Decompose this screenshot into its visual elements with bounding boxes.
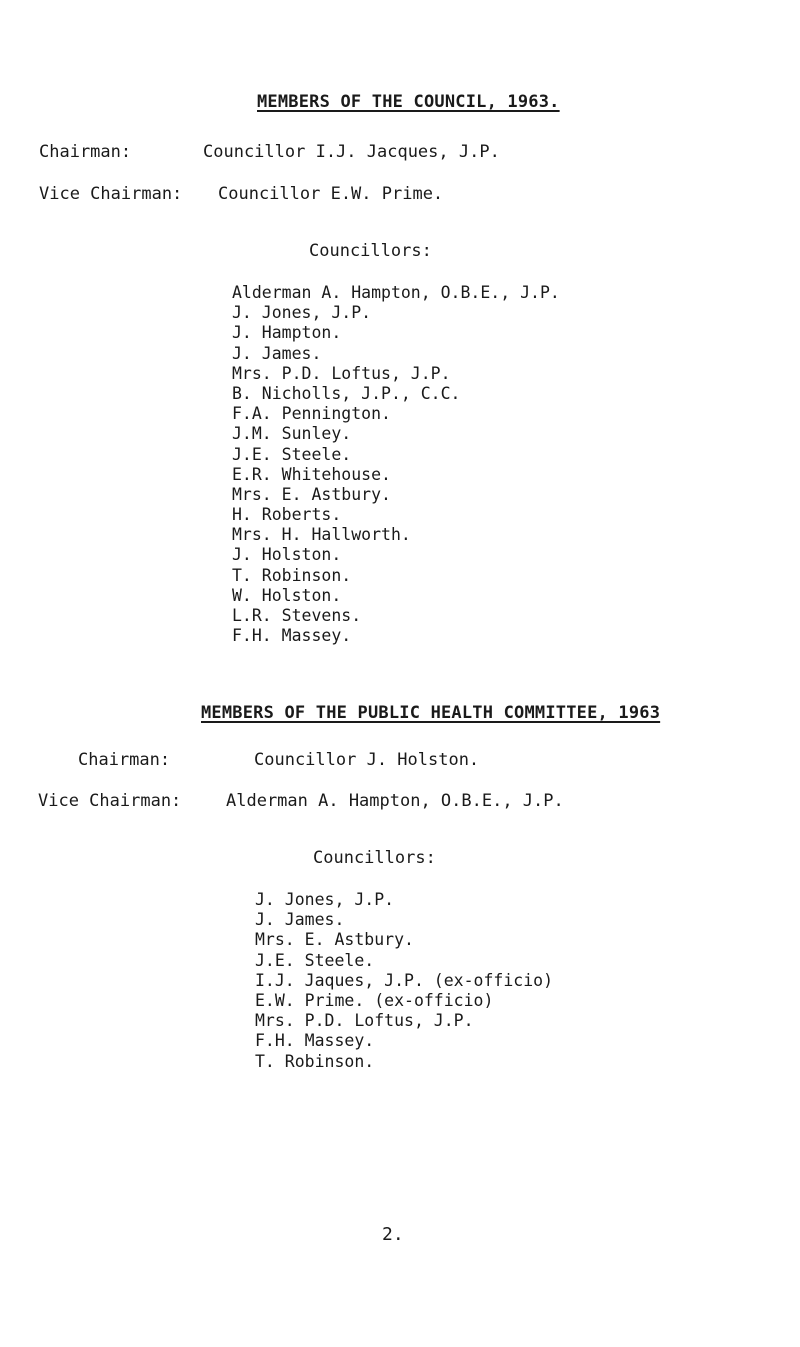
list-item: J. James. <box>232 343 322 363</box>
committee-councillors-list <box>255 890 553 1072</box>
list-item: I.J. Jaques, J.P. (ex-officio) <box>255 970 554 990</box>
list-item: Mrs. E. Astbury. <box>255 930 414 950</box>
council-councillors-label: Councillors: <box>309 241 432 261</box>
list-item: J. Jones, J.P. <box>255 890 395 909</box>
committee-vice-chairman-label: Vice Chairman: <box>38 791 182 811</box>
list-item: H. Roberts. <box>232 505 342 525</box>
list-item: T. Robinson. <box>255 1051 375 1071</box>
health-committee-heading: MEMBERS OF THE PUBLIC HEALTH COMMITTEE, 1963 <box>201 703 661 723</box>
list-item: J. Holston. <box>232 545 342 565</box>
list-item: Mrs. E. Astbury. <box>232 484 391 504</box>
list-item: J.M. Sunley. <box>232 424 352 444</box>
list-item: E.W. Prime. (ex-officio) <box>255 990 494 1010</box>
committee-chairman-label: Chairman: <box>78 750 171 770</box>
list-item: J. James. <box>255 910 345 930</box>
council-chairman-row <box>39 142 500 162</box>
list-item: B. Nicholls, J.P., C.C. <box>232 383 461 403</box>
committee-vice-chairman-value: Alderman A. Hampton, O.B.E., J.P. <box>226 791 564 811</box>
committee-chairman-value: Councillor J. Holston. <box>254 750 480 770</box>
list-item: T. Robinson. <box>232 565 352 585</box>
list-item: Alderman A. Hampton, O.B.E., J.P. <box>232 283 560 302</box>
council-heading: MEMBERS OF THE COUNCIL, 1963. <box>257 92 560 112</box>
list-item: J.E. Steele. <box>232 444 352 464</box>
page-number: 2. <box>382 1224 404 1245</box>
list-item: J.E. Steele. <box>255 950 375 970</box>
list-item: W. Holston. <box>232 585 342 605</box>
list-item: F.A. Pennington. <box>232 404 391 424</box>
council-chairman-value: Councillor I.J. Jacques, J.P. <box>203 142 500 162</box>
list-item: Mrs. P.D. Loftus, J.P. <box>255 1011 474 1031</box>
list-item: Mrs. P.D. Loftus, J.P. <box>232 363 451 383</box>
list-item: F.H. Massey. <box>255 1031 375 1051</box>
list-item: E.R. Whitehouse. <box>232 464 391 484</box>
council-chairman-label: Chairman: <box>39 142 132 162</box>
committee-chairman-row <box>78 750 479 770</box>
list-item: Mrs. H. Hallworth. <box>232 525 411 545</box>
list-item: J. Hampton. <box>232 323 342 343</box>
council-vice-chairman-row <box>39 184 443 204</box>
list-item: J. Jones, J.P. <box>232 303 372 323</box>
committee-councillors-label: Councillors: <box>313 848 436 868</box>
council-vice-chairman-label: Vice Chairman: <box>39 184 183 204</box>
committee-vice-chairman-row <box>38 791 564 811</box>
list-item: L.R. Stevens. <box>232 606 362 625</box>
council-councillors-list <box>232 283 560 646</box>
list-item: F.H. Massey. <box>232 626 352 646</box>
council-vice-chairman-value: Councillor E.W. Prime. <box>218 184 444 204</box>
